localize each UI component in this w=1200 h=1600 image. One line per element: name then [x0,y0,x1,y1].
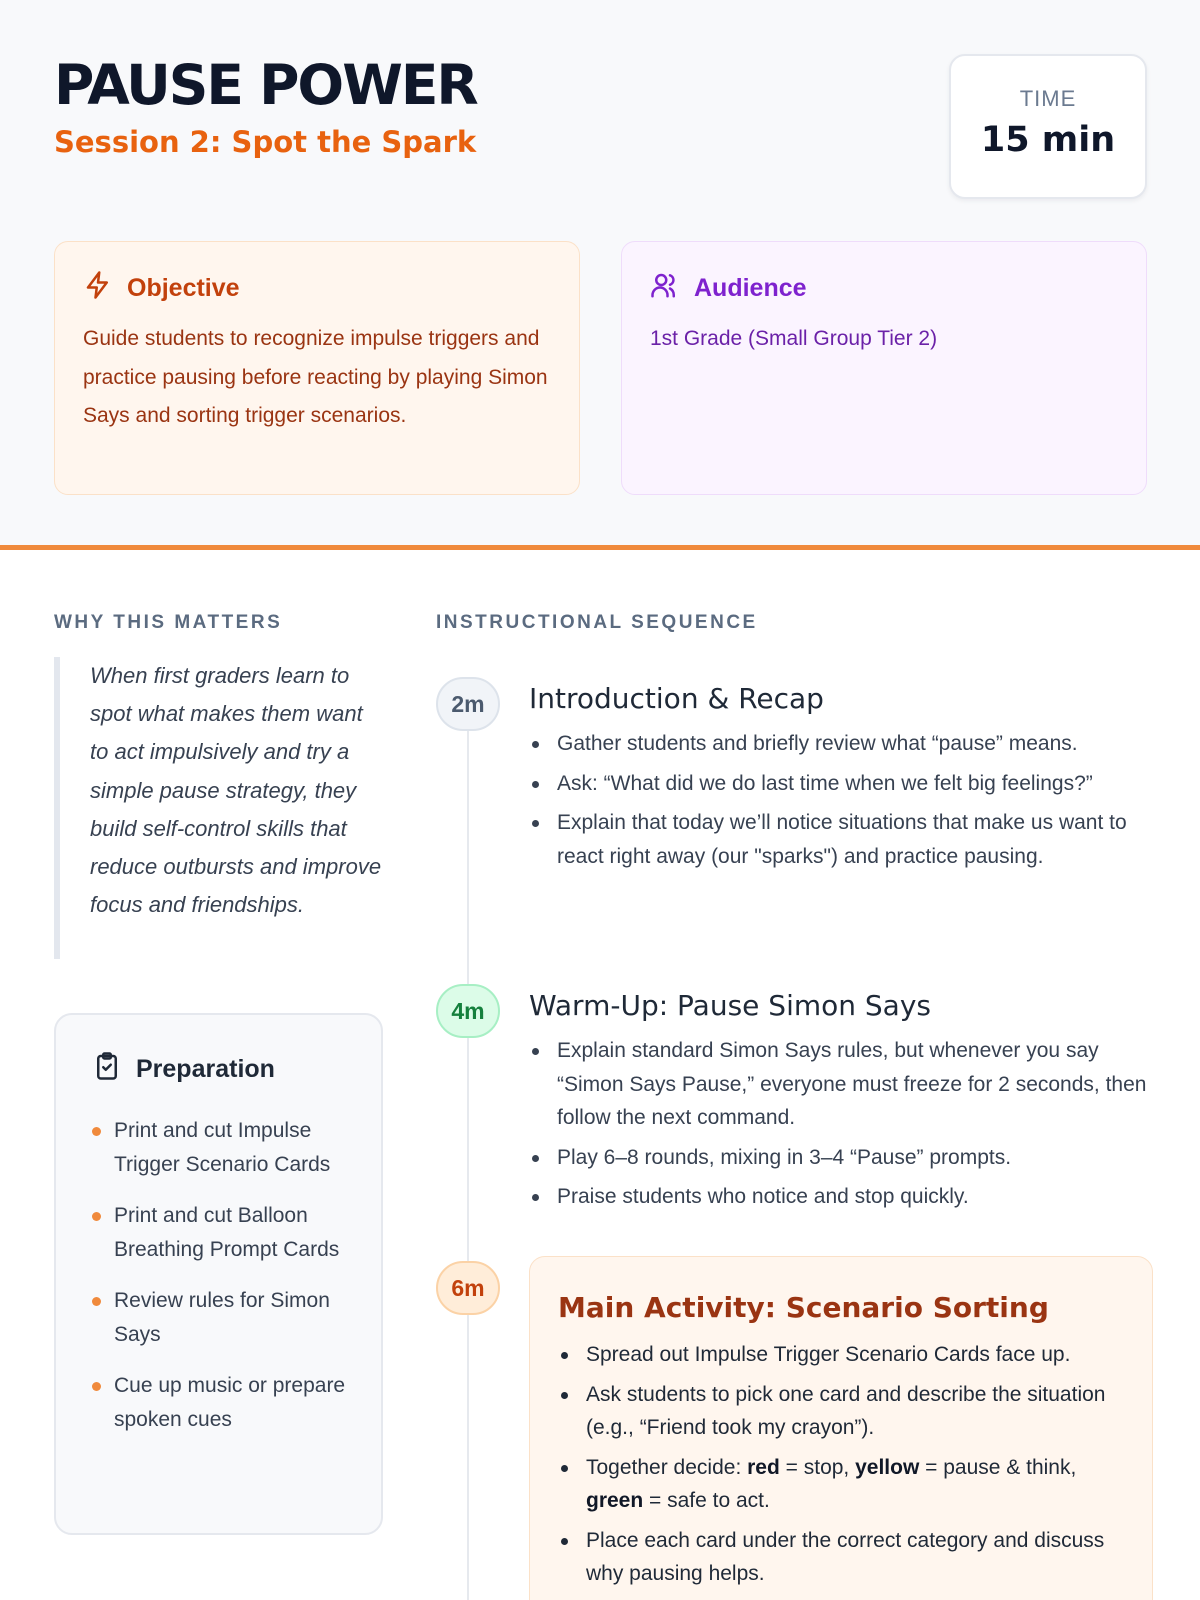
lightning-icon [83,270,113,307]
why-label: WHY THIS MATTERS [54,612,283,633]
list-item: Review rules for Simon Says [92,1284,362,1351]
list-item: Explain that today we’ll notice situations that make us want to react right away (our "sparks") and practice pausing. [529,806,1169,873]
time-label: TIME [1019,86,1077,111]
preparation-heading: Preparation [136,1055,275,1083]
timeline-line [467,731,469,996]
main-activity-card [529,1256,1153,1600]
list-item [558,1451,1124,1518]
sort-rule-red: red [747,1455,780,1479]
sort-rule-red-text: = stop, [779,1455,856,1479]
list-item: Explain standard Simon Says rules, but whenever you say “Simon Says Pause,” everyone must freeze for 2 seconds, then follow the next command. [529,1034,1169,1135]
list-item: Spread out Impulse Trigger Scenario Cards face up. [558,1338,1124,1372]
list-item: Ask students to pick one card and describe the situation (e.g., “Friend took my crayon”). [558,1378,1124,1445]
duration-badge: 6m [436,1261,500,1315]
list-item: Praise students who notice and stop quickly. [529,1180,1169,1214]
sort-rule-green: green [586,1489,644,1512]
list-item: Ask: “What did we do last time when we felt big feelings?” [529,767,1169,801]
objective-header [83,270,551,307]
objective-card [54,241,580,495]
list-item: Play 6–8 rounds, mixing in 3–4 “Pause” prompts. [529,1141,1169,1175]
session-subtitle: Session 2: Spot the Spark [54,125,477,159]
duration-badge: 4m [436,984,500,1038]
audience-card [621,241,1147,495]
step-title: Warm-Up: Pause Simon Says [529,989,931,1022]
time-value: 15 min [980,120,1116,160]
sort-rule-prefix: Together decide: [586,1455,748,1479]
audience-header [650,270,1118,307]
time-card [949,54,1147,199]
objective-heading: Objective [127,274,240,302]
timeline-line [467,1038,469,1268]
audience-heading: Audience [694,274,807,302]
sequence-label: INSTRUCTIONAL SEQUENCE [436,612,758,633]
preparation-list [92,1114,381,1436]
sort-rule-yellow-text: = pause & think, [919,1455,1077,1479]
audience-text: 1st Grade (Small Group Tier 2) [650,327,938,350]
step-title: Introduction & Recap [529,682,824,715]
step-bullets [529,1034,1169,1220]
timeline-line [467,1315,469,1600]
duration-badge: 2m [436,677,500,731]
clipboard-check-icon [92,1051,122,1088]
step-bullets [529,727,1169,879]
header [0,0,1200,550]
objective-text: Guide students to recognize impulse triggers and practice pausing before reacting by playing Simon Says and sorting trigger scenarios. [83,327,548,427]
list-item: Gather students and briefly review what “pause” means. [529,727,1169,761]
list-item: Place each card under the correct category and discuss why pausing helps. [558,1524,1124,1591]
page-title: PAUSE POWER [54,53,477,117]
step-bullets [558,1338,1124,1591]
sort-rule-yellow: yellow [855,1455,920,1479]
users-icon [650,270,680,307]
why-quote: When first graders learn to spot what makes them want to act impulsively and try a simple pause strategy, they build self-control skills that reduce outbursts and improve focus and friendships. [54,657,384,959]
sort-rule-green-text: = safe to act. [643,1489,770,1512]
list-item: Print and cut Balloon Breathing Prompt Cards [92,1199,362,1266]
list-item: Cue up music or prepare spoken cues [92,1369,362,1436]
step-title: Main Activity: Scenario Sorting [558,1291,1049,1324]
preparation-card [54,1013,383,1535]
preparation-header [92,1051,381,1088]
list-item: Print and cut Impulse Trigger Scenario Cards [92,1114,362,1181]
